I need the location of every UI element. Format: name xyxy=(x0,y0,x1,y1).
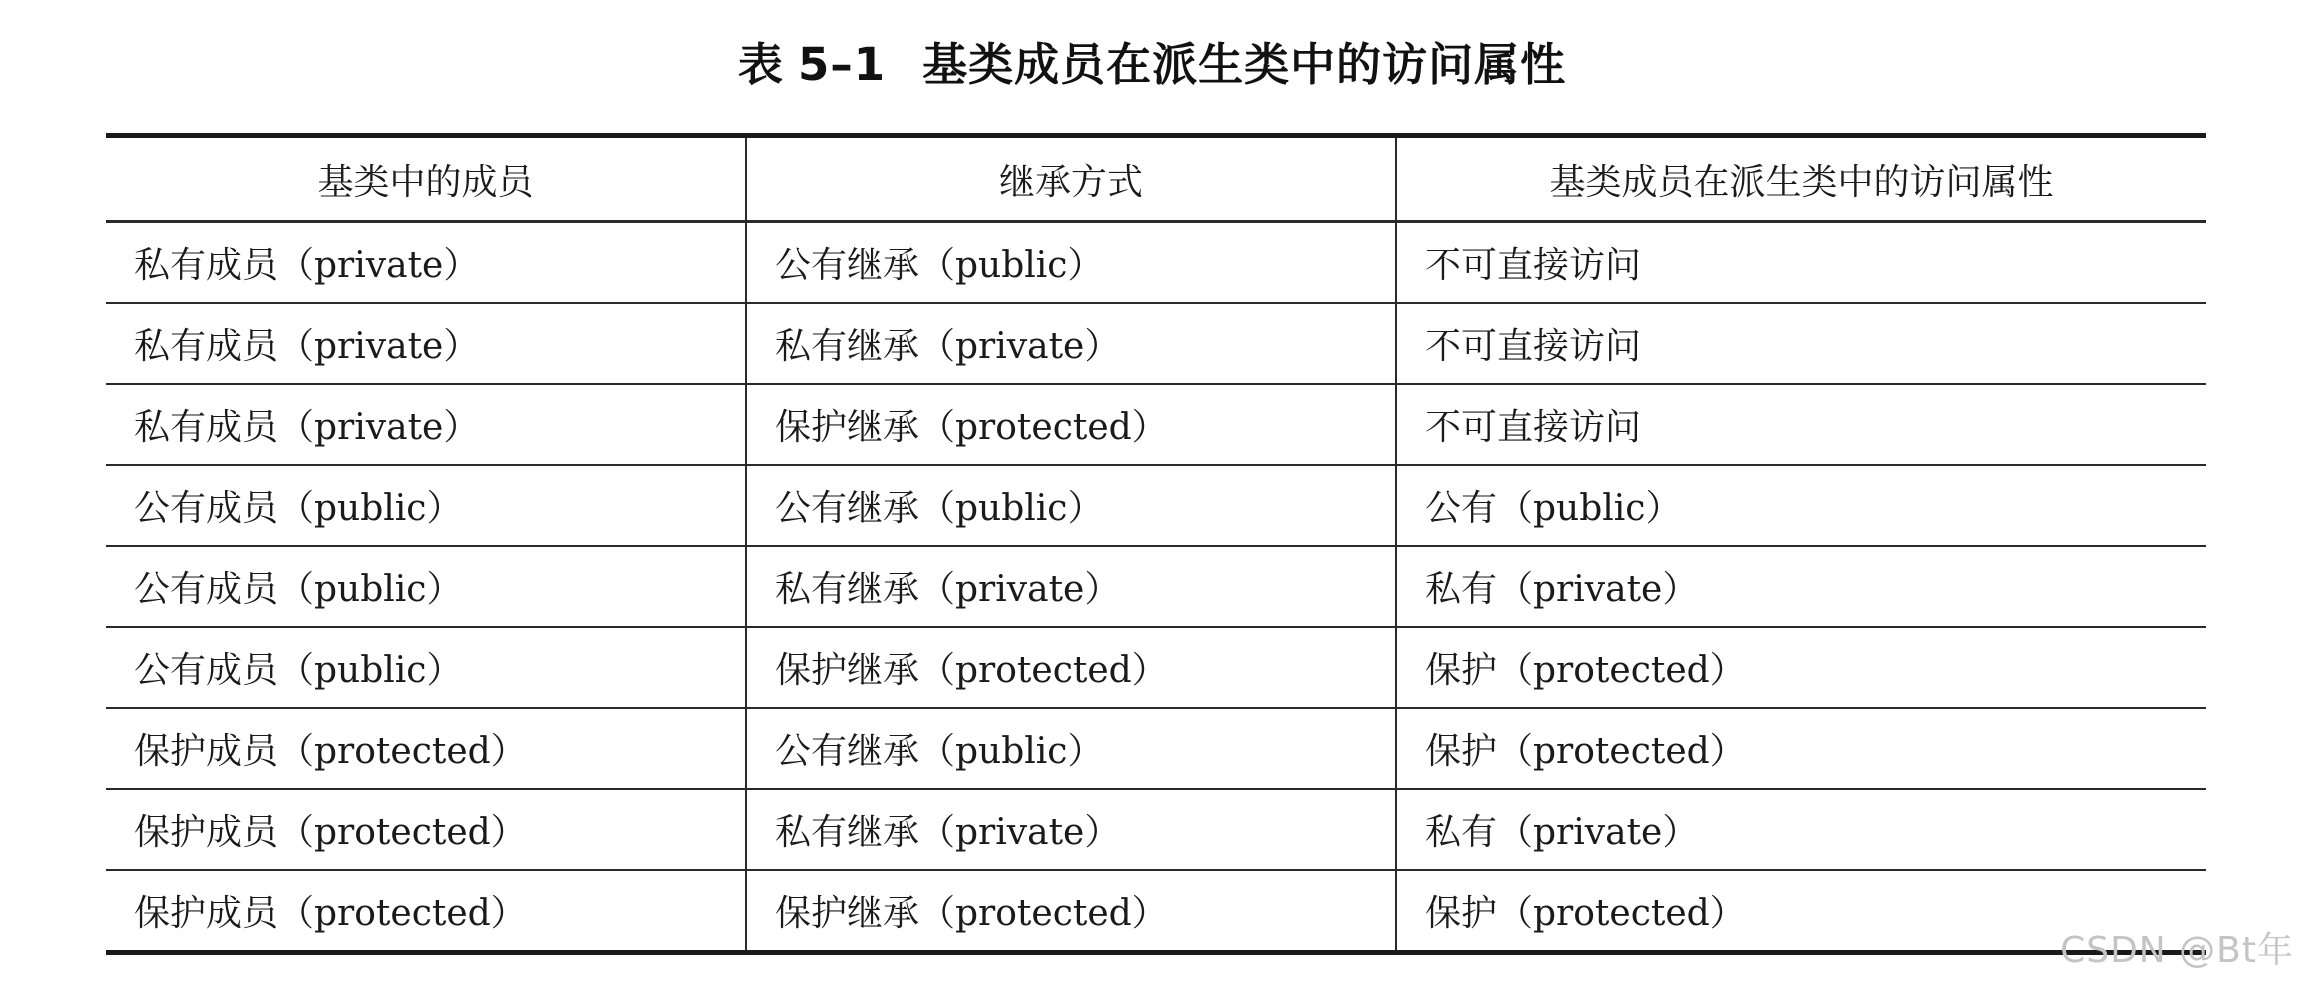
cell-derived-access: 不可直接访问 xyxy=(1396,303,2206,384)
cell-derived-access: 保护（protected） xyxy=(1396,627,2206,708)
cell-inheritance-mode: 私有继承（private） xyxy=(746,303,1396,384)
cell-derived-access: 保护（protected） xyxy=(1396,708,2206,789)
access-table xyxy=(106,133,2206,955)
header-row xyxy=(106,136,2206,222)
cell-derived-access: 公有（public） xyxy=(1396,465,2206,546)
table-row xyxy=(106,546,2206,627)
cell-base-member: 公有成员（public） xyxy=(106,465,746,546)
table-row xyxy=(106,303,2206,384)
cell-derived-access: 私有（private） xyxy=(1396,546,2206,627)
table-row xyxy=(106,627,2206,708)
cell-base-member: 私有成员（private） xyxy=(106,384,746,465)
table-row xyxy=(106,789,2206,870)
access-table-container xyxy=(106,133,2206,955)
watermark: CSDN @Bt年 xyxy=(2060,930,2294,971)
cell-base-member: 保护成员（protected） xyxy=(106,789,746,870)
cell-inheritance-mode: 保护继承（protected） xyxy=(746,627,1396,708)
title-prefix: 表 xyxy=(737,38,784,91)
title-text: 基类成员在派生类中的访问属性 xyxy=(922,38,1567,91)
title-number: 5–1 xyxy=(797,38,887,91)
cell-inheritance-mode: 公有继承（public） xyxy=(746,465,1396,546)
cell-inheritance-mode: 私有继承（private） xyxy=(746,789,1396,870)
cell-base-member: 保护成员（protected） xyxy=(106,870,746,953)
table-row xyxy=(106,708,2206,789)
cell-derived-access: 不可直接访问 xyxy=(1396,222,2206,304)
cell-base-member: 私有成员（private） xyxy=(106,303,746,384)
table-row xyxy=(106,384,2206,465)
table-row xyxy=(106,222,2206,304)
cell-inheritance-mode: 公有继承（public） xyxy=(746,708,1396,789)
table-row xyxy=(106,870,2206,953)
cell-inheritance-mode: 私有继承（private） xyxy=(746,546,1396,627)
header-derived-access: 基类成员在派生类中的访问属性 xyxy=(1396,136,2206,222)
table-title xyxy=(0,28,2304,93)
cell-inheritance-mode: 公有继承（public） xyxy=(746,222,1396,304)
table-row xyxy=(106,465,2206,546)
cell-derived-access: 保护（protected） xyxy=(1396,870,2206,953)
cell-derived-access: 私有（private） xyxy=(1396,789,2206,870)
cell-inheritance-mode: 保护继承（protected） xyxy=(746,384,1396,465)
header-inheritance-mode: 继承方式 xyxy=(746,136,1396,222)
header-base-member: 基类中的成员 xyxy=(106,136,746,222)
cell-base-member: 公有成员（public） xyxy=(106,546,746,627)
cell-base-member: 保护成员（protected） xyxy=(106,708,746,789)
cell-inheritance-mode: 保护继承（protected） xyxy=(746,870,1396,953)
cell-derived-access: 不可直接访问 xyxy=(1396,384,2206,465)
cell-base-member: 私有成员（private） xyxy=(106,222,746,304)
cell-base-member: 公有成员（public） xyxy=(106,627,746,708)
